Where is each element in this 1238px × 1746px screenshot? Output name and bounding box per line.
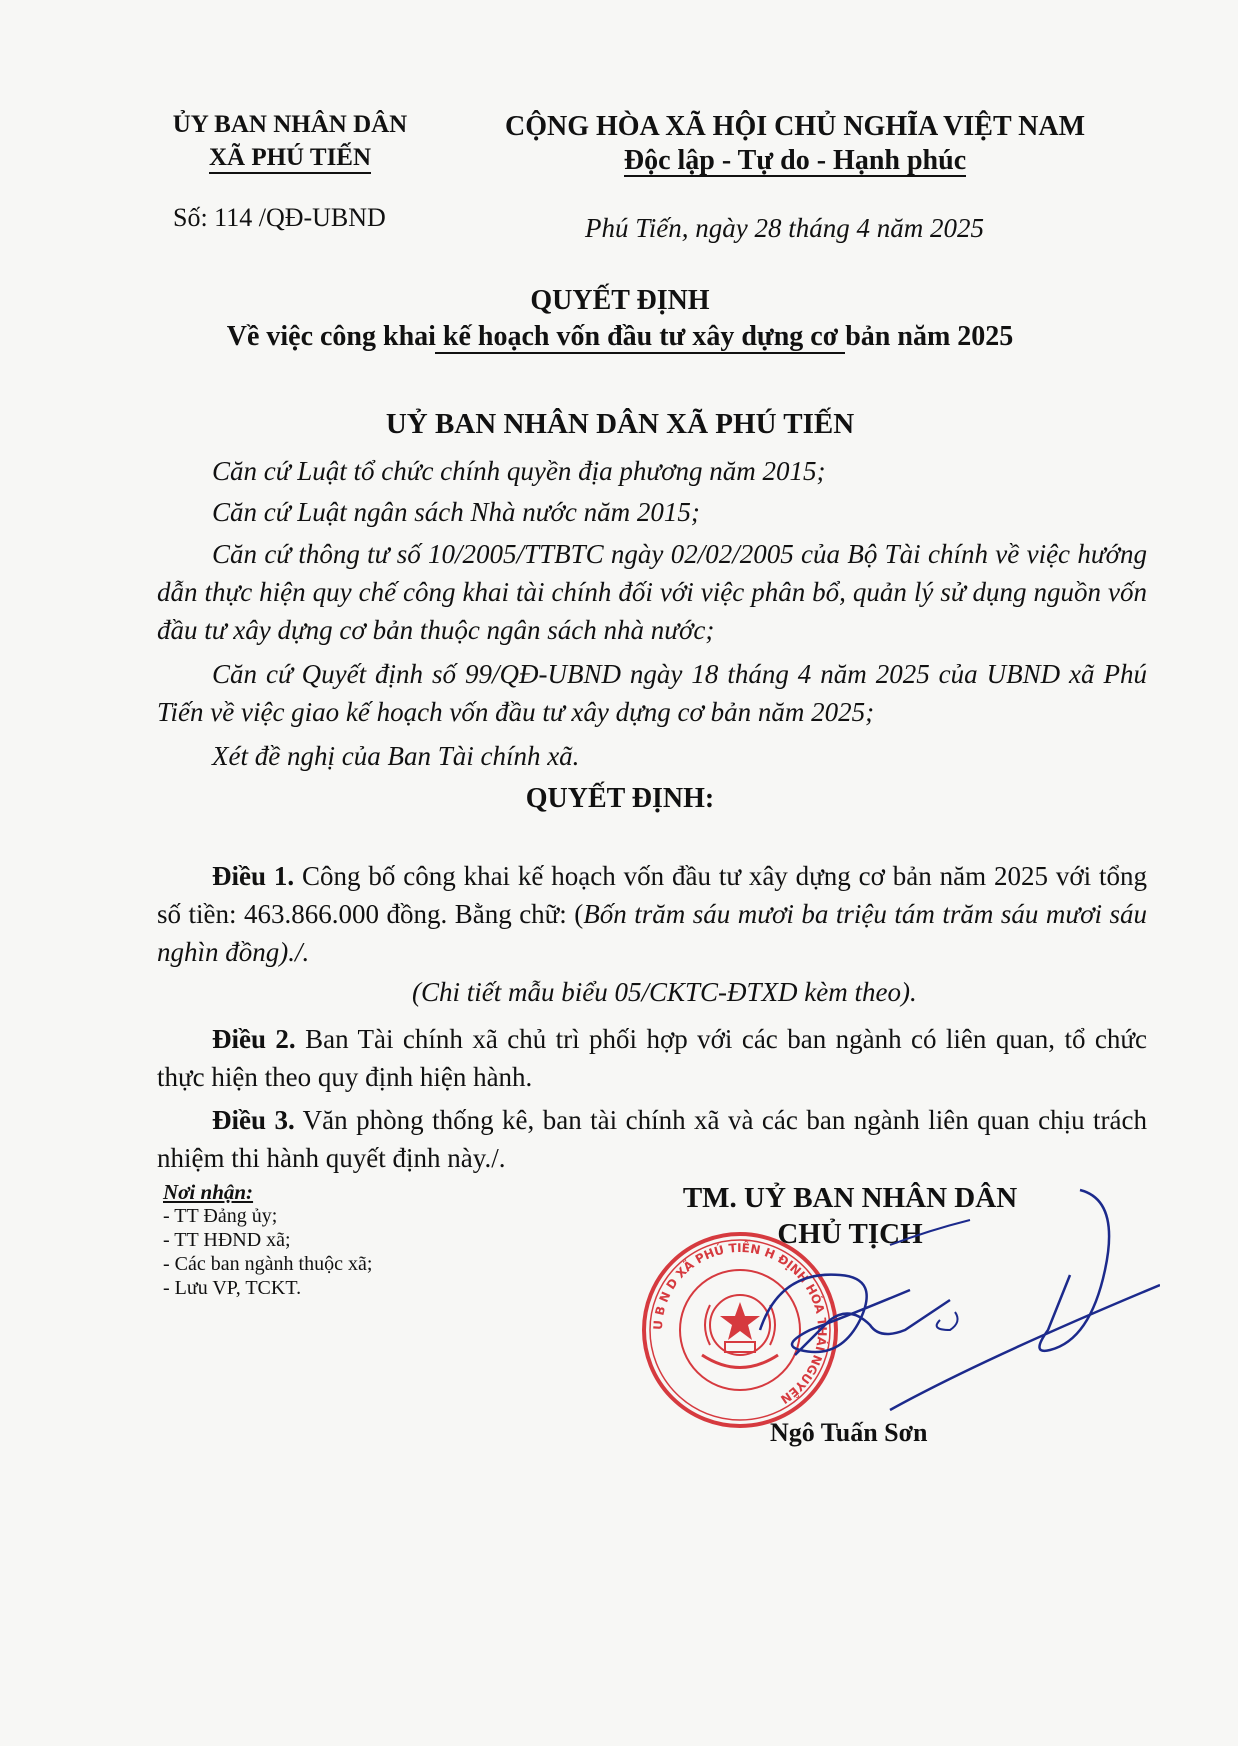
article-1-label: Điều 1. (212, 861, 295, 891)
recipients-title: Nơi nhận: (163, 1180, 254, 1204)
title-underline (435, 352, 845, 354)
recipient-item: - Lưu VP, TCKT. (163, 1277, 302, 1299)
basis-1: Căn cứ Luật tổ chức chính quyền địa phương năm 2015; (212, 456, 826, 486)
article-1 (157, 857, 1147, 971)
decision-heading: QUYẾT ĐỊNH: (525, 783, 715, 814)
document-title (200, 283, 1040, 355)
article-1-text: Công bố công khai kế hoạch vốn đầu tư xây dựng cơ bản năm 2025 với tổng số tiền: 463.866.000 đồng. Bằng chữ: ( (157, 861, 1148, 929)
article-2-label: Điều 2. (212, 1024, 296, 1054)
article-2-text: Ban Tài chính xã chủ trì phối hợp với các ban ngành có liên quan, tổ chức thực hiện theo quy định hiện hành. (157, 1024, 1148, 1092)
signer-name: Ngô Tuấn Sơn (770, 1418, 928, 1447)
title-subject: Về việc công khai kế hoạch vốn đầu tư xây dựng cơ bản năm 2025 (226, 321, 1014, 352)
recipient-item: - TT HĐND xã; (163, 1229, 291, 1251)
seal-text: U B N D XÃ PHÚ TIẾN H ĐỊNH HÓA THÁI NGUYÊN (650, 1240, 830, 1407)
issuing-authority (150, 108, 430, 174)
signer-position: CHỦ TỊCH (777, 1218, 923, 1250)
recipient-item: - Các ban ngành thuộc xã; (163, 1253, 373, 1275)
national-motto: Độc lập - Tự do - Hạnh phúc (623, 145, 967, 176)
article-1-detail: (Chi tiết mẫu biểu 05/CKTC-ĐTXD kèm theo). (412, 977, 917, 1007)
basis-2: Căn cứ Luật ngân sách Nhà nước năm 2015; (212, 497, 700, 527)
article-3 (157, 1101, 1147, 1177)
handwritten-signature-icon (700, 1180, 1160, 1440)
document-number: Số: 114 /QĐ-UBND (173, 203, 386, 232)
national-title (500, 110, 1090, 178)
recipients-block (163, 1180, 372, 1300)
article-3-label: Điều 3. (212, 1105, 295, 1135)
country-name: CỘNG HÒA XÃ HỘI CHỦ NGHĨA VIỆT NAM (504, 111, 1086, 142)
issuer-heading: UỶ BAN NHÂN DÂN XÃ PHÚ TIẾN (385, 408, 855, 440)
title-main: QUYẾT ĐỊNH (530, 285, 710, 316)
recipient-item: - TT Đảng ủy; (163, 1205, 278, 1227)
basis-4: Căn cứ Quyết định số 99/QĐ-UBND ngày 18 tháng 4 năm 2025 của UBND xã Phú Tiến về việc giao kế hoạch vốn đầu tư xây dựng cơ bản năm 2025; (157, 659, 1147, 727)
signer-on-behalf: TM. UỶ BAN NHÂN DÂN (682, 1182, 1018, 1214)
article-1-amount-words: Bốn trăm sáu mươi ba triệu tám trăm sáu mươi sáu nghìn đồng)./. (157, 899, 1147, 967)
article-2 (157, 1020, 1147, 1096)
article-3-text: Văn phòng thống kê, ban tài chính xã và các ban ngành liên quan chịu trách nhiệm thi hành quyết định này./. (157, 1105, 1148, 1173)
authority-line-1: ỦY BAN NHÂN DÂN (172, 111, 408, 138)
document-date: Phú Tiến, ngày 28 tháng 4 năm 2025 (585, 213, 984, 243)
authority-line-2: XÃ PHÚ TIẾN (209, 144, 371, 174)
basis-3: Căn cứ thông tư số 10/2005/TTBTC ngày 02/02/2005 của Bộ Tài chính về việc hướng dẫn thực hiện quy chế công khai tài chính đối với việc phân bổ, quản lý sử dụng nguồn vốn đầu tư xây dựng cơ bản thuộc ngân sách nhà nước; (157, 539, 1147, 645)
basis-5: Xét đề nghị của Ban Tài chính xã. (212, 741, 580, 771)
